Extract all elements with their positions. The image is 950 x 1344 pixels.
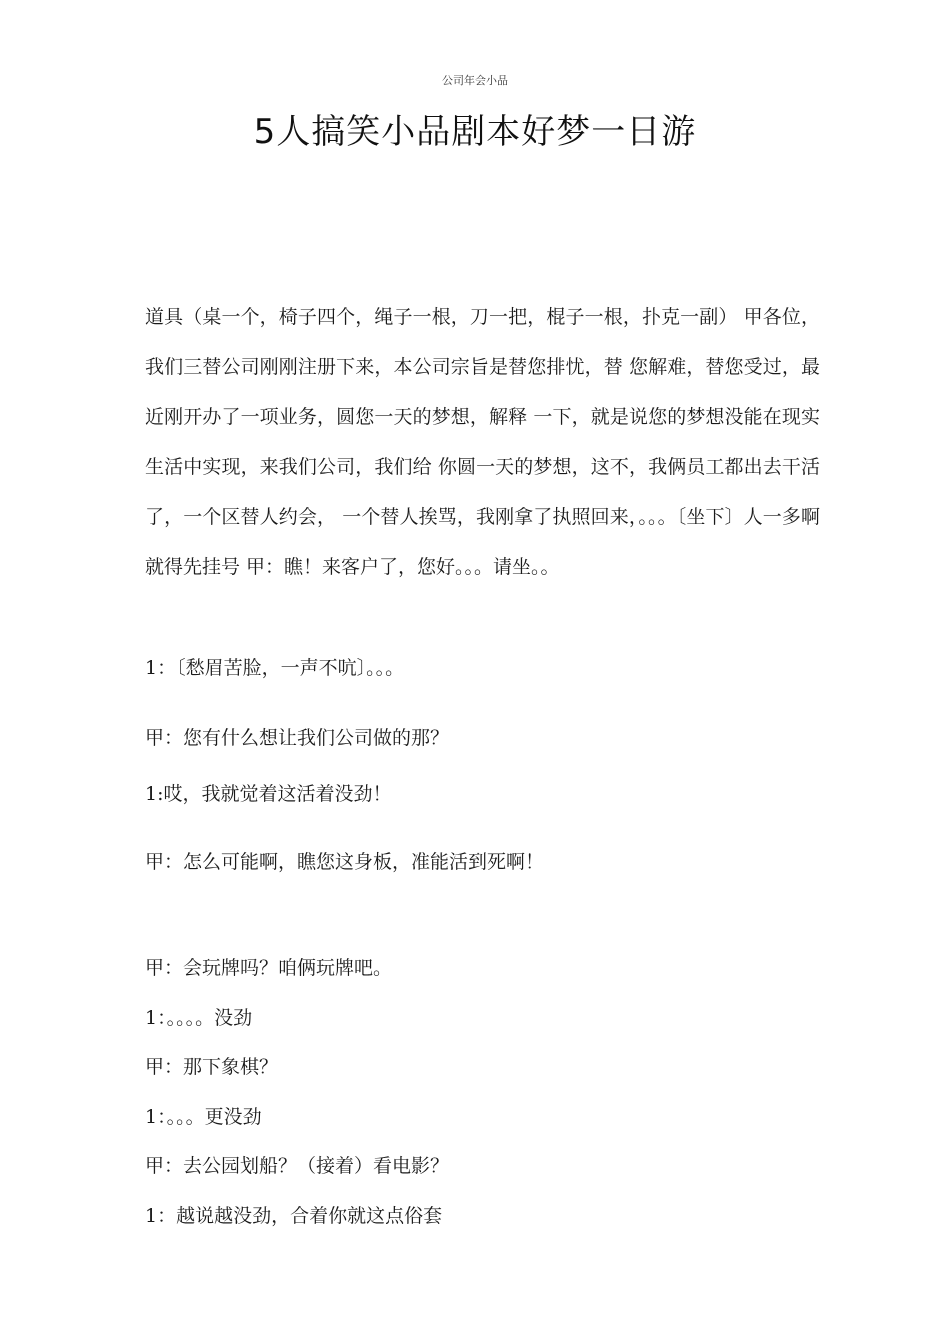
dialogue-line: 1：越说越没劲，合着你就这点俗套 (145, 1205, 443, 1227)
dialogue-line: 1：〔愁眉苦脸，一声不吭〕。。。 (145, 657, 405, 679)
dialogue-line: 甲：会玩牌吗？咱俩玩牌吧。 (145, 957, 393, 979)
dialogue-line: 甲：您有什么想让我们公司做的那？ (145, 727, 450, 749)
dialogue-line: 甲：怎么可能啊，瞧您这身板，准能活到死啊！ (145, 851, 545, 873)
dialogue-line: 甲：那下象棋？ (145, 1056, 279, 1078)
dialogue-line: 甲：去公园划船？（接着）看电影？ (145, 1155, 450, 1177)
dialogue-line: 1：。。。更没劲 (145, 1106, 262, 1128)
intro-paragraph: 道具（桌一个，椅子四个，绳子一根，刀一把，棍子一根，扑克一副） 甲各位，我们三替公司刚刚注册下来，本公司宗旨是替您排忧，替 您解难，替您受过，最近刚开办了一项业务，圆您一天的梦想，解释 一下，就是说您的梦想没能在现实生活中实现，来我们公司，我们给 你圆一天的梦想，这不，我俩员工都出去干活了，一个区替人约会， 一个替人挨骂，我刚拿了执照回来，。。。〔坐下〕人一多啊就得先挂号 甲：瞧！来客户了，您好。。。请坐。。 (145, 306, 820, 578)
dialogue-line: 1：。。。。没劲 (145, 1007, 253, 1029)
document-title: 5人搞笑小品剧本好梦一日游 (253, 112, 697, 152)
dialogue-line: 1:哎，我就觉着这活着没劲！ (145, 783, 392, 805)
running-header: 公司年会小品 (442, 74, 508, 87)
